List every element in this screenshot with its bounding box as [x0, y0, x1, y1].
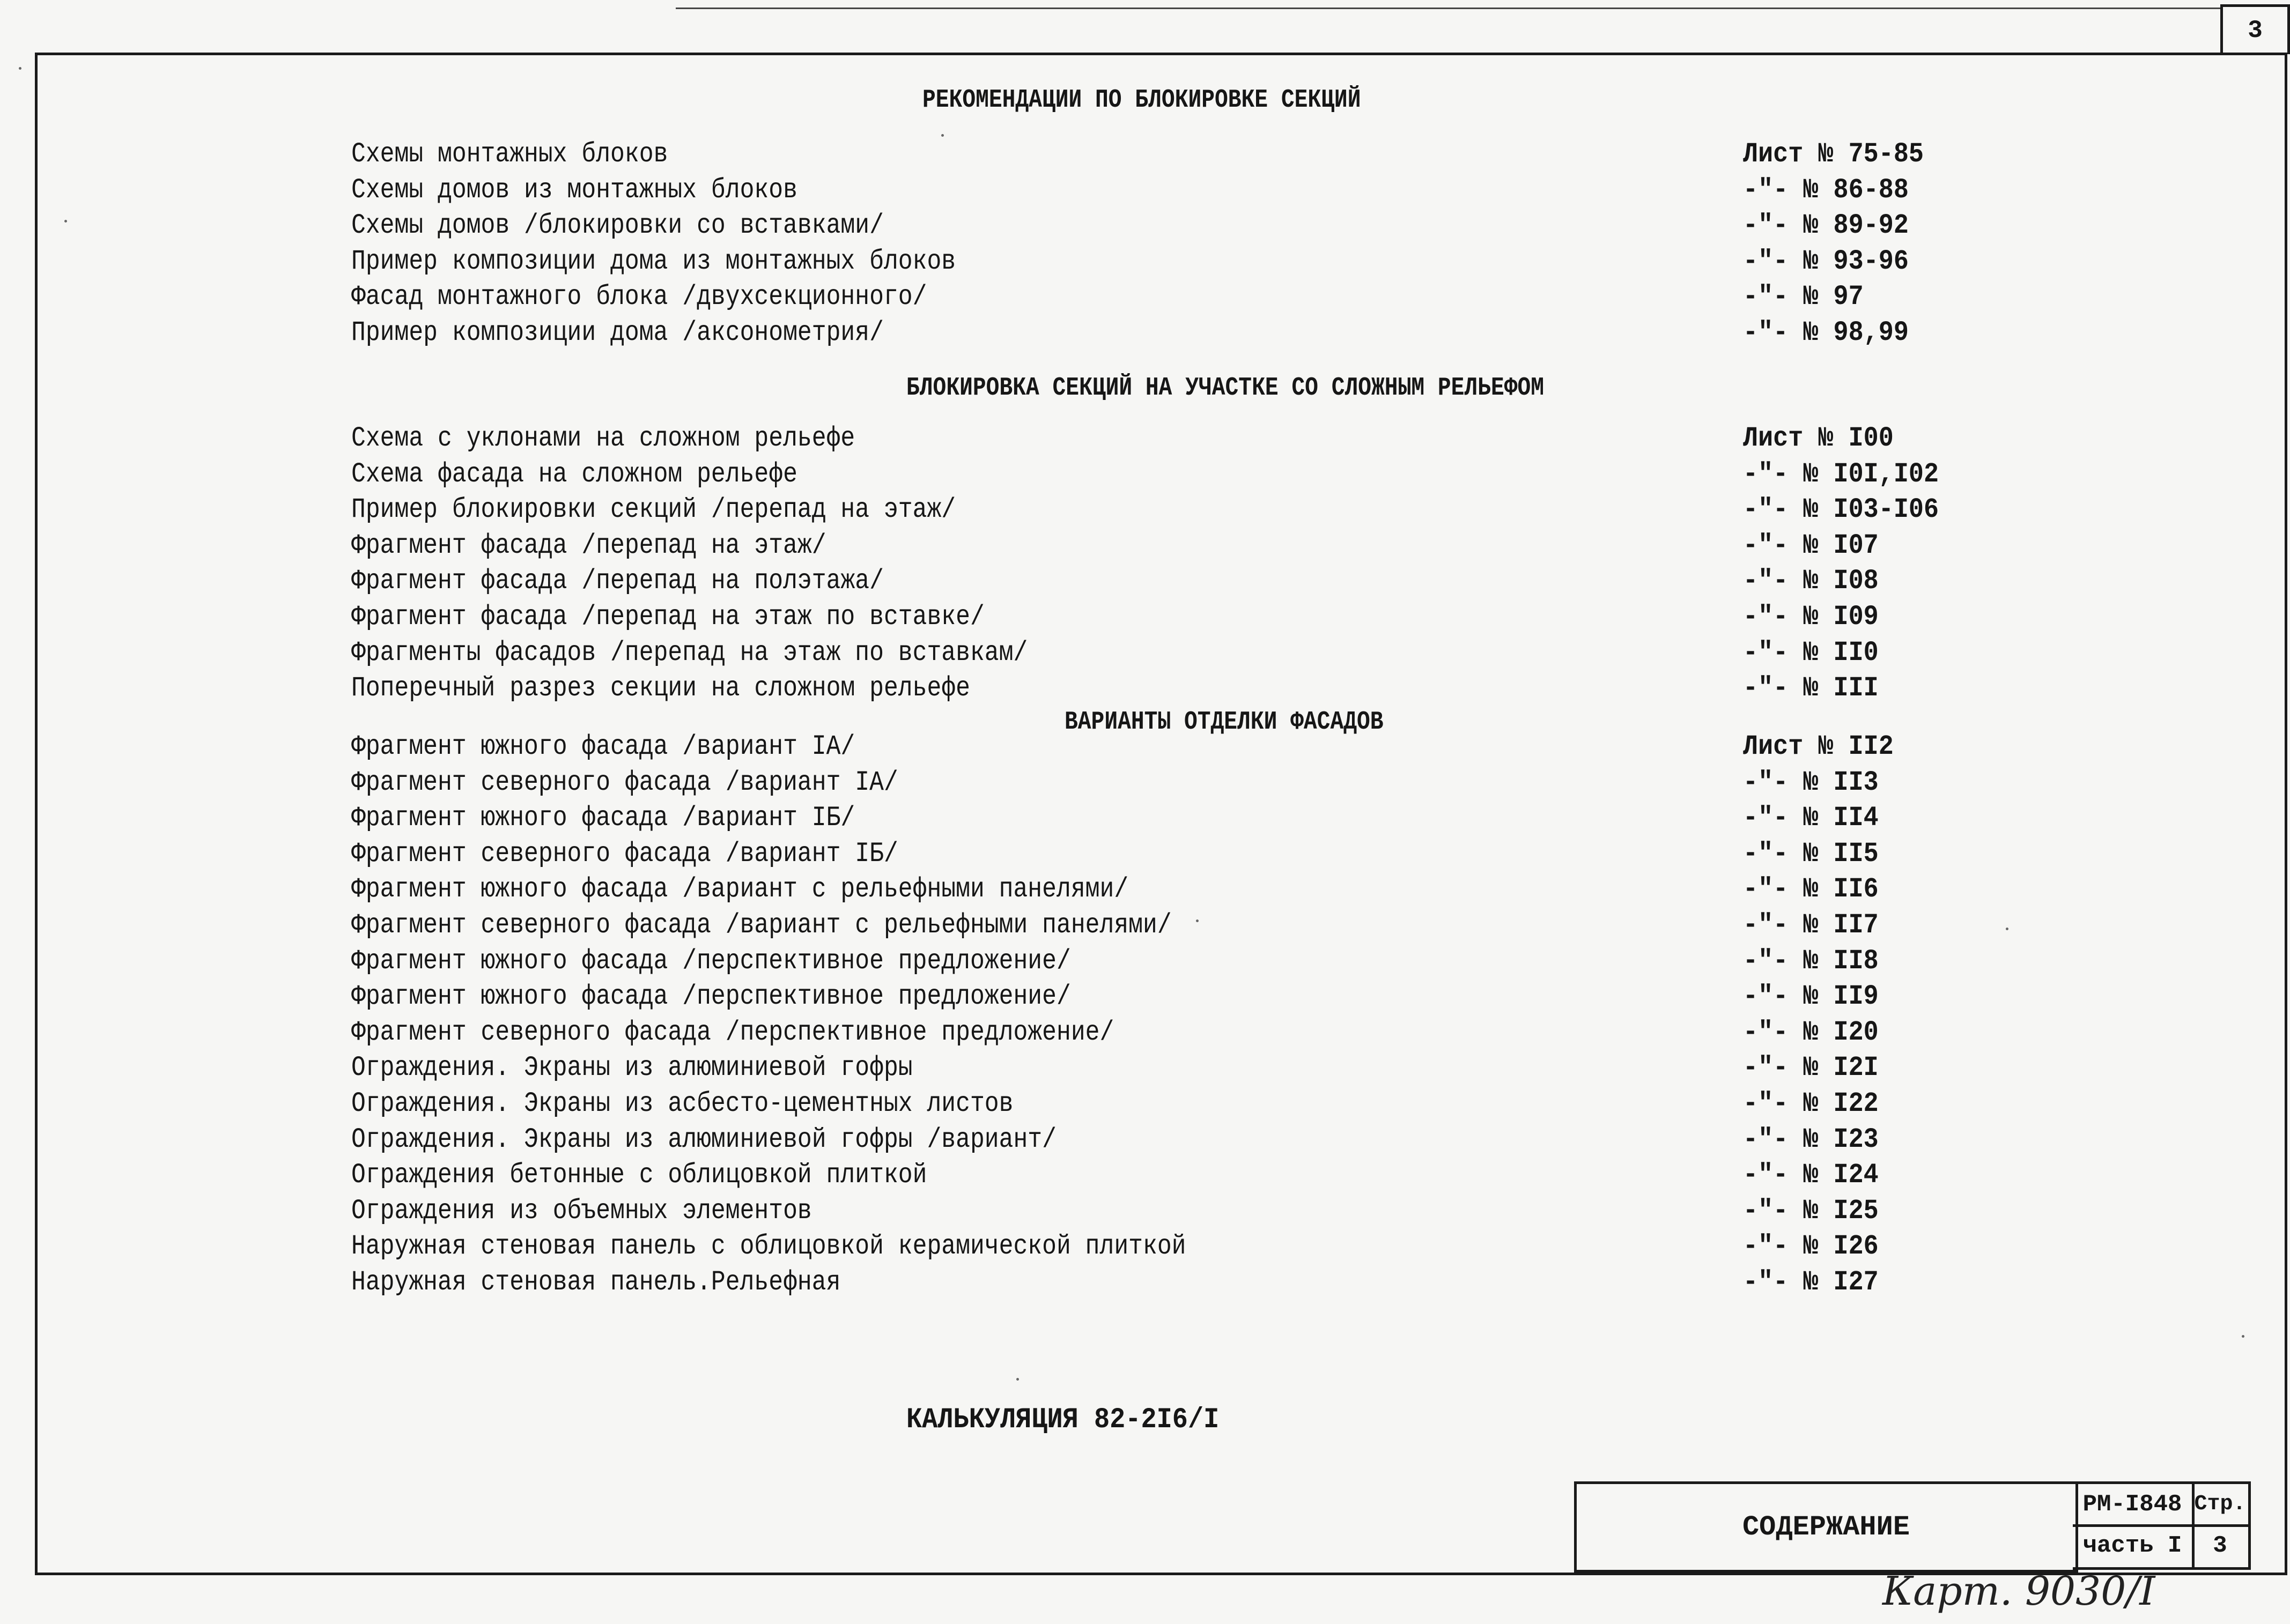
contents-item-sheet: -"- № III	[1743, 672, 1879, 704]
contents-item-text: Схемы домов из монтажных блоков	[351, 174, 797, 206]
contents-item-sheet: -"- № 93-96	[1743, 246, 1909, 277]
contents-item-text: Фрагмент южного фасада /вариант IБ/	[351, 802, 855, 834]
contents-item-text: Фрагмент южного фасада /перспективное предложение/	[351, 945, 1071, 977]
scan-speck	[2242, 1335, 2244, 1338]
contents-item-sheet: -"- № 89-92	[1743, 210, 1909, 241]
contents-item-text: Ограждения. Экраны из алюминиевой гофры	[351, 1052, 913, 1084]
contents-item-sheet: Лист № II2	[1743, 731, 1894, 762]
contents-item-text: Наружная стеновая панель.Рельефная	[351, 1266, 841, 1298]
scan-speck	[64, 220, 67, 223]
contents-item-text: Фрагмент фасада /перепад на этаж по вставке/	[351, 601, 985, 633]
contents-item-sheet: Лист № 75-85	[1743, 138, 1924, 170]
contents-item-sheet: -"- № II9	[1743, 981, 1879, 1012]
contents-item-text: Фрагмент южного фасада /перспективное предложение/	[351, 981, 1071, 1012]
contents-item-sheet: -"- № I26	[1743, 1230, 1879, 1262]
contents-item-text: Наружная стеновая панель с облицовкой керамической плиткой	[351, 1230, 1186, 1262]
title-block-code: РМ-I848	[2073, 1481, 2195, 1527]
section-title-blocking: РЕКОМЕНДАЦИИ ПО БЛОКИРОВКЕ СЕКЦИЙ	[922, 86, 1361, 115]
contents-item-sheet: -"- № II0	[1743, 637, 1879, 669]
contents-item-sheet: -"- № II8	[1743, 945, 1879, 977]
contents-item-text: Пример композиции дома /аксонометрия/	[351, 317, 884, 348]
contents-item-text: Фрагмент южного фасада /вариант IА/	[351, 731, 855, 762]
contents-item-text: Поперечный разрез секции на сложном рельефе	[351, 672, 970, 704]
contents-item-text: Схема фасада на сложном рельефе	[351, 458, 797, 490]
contents-item-sheet: -"- № I23	[1743, 1124, 1879, 1155]
contents-item-sheet: -"- № II6	[1743, 873, 1879, 905]
contents-item-text: Фрагмент северного фасада /перспективное предложение/	[351, 1017, 1114, 1048]
contents-item-text: Фрагмент северного фасада /вариант IБ/	[351, 838, 898, 870]
title-block-part: часть I	[2073, 1524, 2195, 1570]
contents-item-text: Ограждения. Экраны из алюминиевой гофры /вариант/	[351, 1124, 1057, 1155]
scan-speck	[19, 67, 21, 70]
contents-item-text: Схемы монтажных блоков	[351, 138, 668, 170]
contents-item-text: Фрагмент южного фасада /вариант с рельефными панелями/	[351, 873, 1129, 905]
section-title-facades: ВАРИАНТЫ ОТДЕЛКИ ФАСАДОВ	[1065, 708, 1384, 737]
scan-speck	[2006, 928, 2008, 930]
contents-item-sheet: -"- № I08	[1743, 565, 1879, 597]
contents-item-text: Схемы домов /блокировки со вставками/	[351, 210, 884, 241]
contents-item-sheet: -"- № 86-88	[1743, 174, 1909, 206]
corner-page-number: 3	[2220, 4, 2290, 54]
contents-item-sheet: -"- № 98,99	[1743, 317, 1909, 348]
contents-item-text: Пример композиции дома из монтажных блоков	[351, 246, 956, 277]
contents-item-sheet: -"- № I09	[1743, 601, 1879, 633]
contents-item-sheet: -"- № II5	[1743, 838, 1879, 870]
contents-item-text: Фрагмент северного фасада /вариант IА/	[351, 767, 898, 798]
contents-item-text: Схема с уклонами на сложном рельефе	[351, 422, 855, 454]
contents-item-sheet: -"- № 97	[1743, 281, 1864, 313]
contents-item-sheet: -"- № I20	[1743, 1017, 1879, 1048]
contents-item-text: Фрагмент фасада /перепад на этаж/	[351, 530, 826, 561]
contents-item-sheet: Лист № I00	[1743, 422, 1894, 454]
contents-item-sheet: -"- № I03-I06	[1743, 494, 1939, 525]
contents-item-text: Пример блокировки секций /перепад на этаж/	[351, 494, 956, 525]
scan-speck	[941, 134, 944, 137]
scan-speck	[1016, 1378, 1019, 1381]
contents-item-sheet: -"- № II4	[1743, 802, 1879, 834]
contents-item-sheet: -"- № II7	[1743, 909, 1879, 941]
contents-item-text: Фасад монтажного блока /двухсекционного/	[351, 281, 927, 313]
contents-item-sheet: -"- № I22	[1743, 1088, 1879, 1119]
title-block-title: СОДЕРЖАНИЕ	[1574, 1481, 2078, 1573]
contents-item-text: Фрагменты фасадов /перепад на этаж по вставкам/	[351, 637, 1028, 669]
contents-item-text: Фрагмент фасада /перепад на полэтажа/	[351, 565, 884, 597]
contents-item-sheet: -"- № I27	[1743, 1266, 1879, 1298]
top-rule	[676, 8, 2220, 9]
contents-item-sheet: -"- № I0I,I02	[1743, 458, 1939, 490]
calculation-label: КАЛЬКУЛЯЦИЯ 82-2I6/I	[906, 1404, 1220, 1436]
contents-item-text: Ограждения. Экраны из асбесто-цементных листов	[351, 1088, 1014, 1119]
scan-speck	[1196, 919, 1199, 922]
contents-item-text: Ограждения бетонные с облицовкой плиткой	[351, 1159, 927, 1191]
contents-item-sheet: -"- № I25	[1743, 1195, 1879, 1227]
contents-item-text: Фрагмент северного фасада /вариант с рельефными панелями/	[351, 909, 1172, 941]
contents-item-sheet: -"- № I24	[1743, 1159, 1879, 1191]
title-block-page-value: 3	[2192, 1524, 2251, 1570]
contents-item-sheet: -"- № II3	[1743, 767, 1879, 798]
title-block-page-label: Стр.	[2192, 1481, 2251, 1527]
archive-signature: Карт. 9030/I	[1882, 1568, 2155, 1614]
contents-item-sheet: -"- № I07	[1743, 530, 1879, 561]
section-title-relief: БЛОКИРОВКА СЕКЦИЙ НА УЧАСТКЕ СО СЛОЖНЫМ РЕЛЬЕФОМ	[906, 374, 1545, 403]
contents-item-sheet: -"- № I2I	[1743, 1052, 1879, 1084]
contents-item-text: Ограждения из объемных элементов	[351, 1195, 812, 1227]
